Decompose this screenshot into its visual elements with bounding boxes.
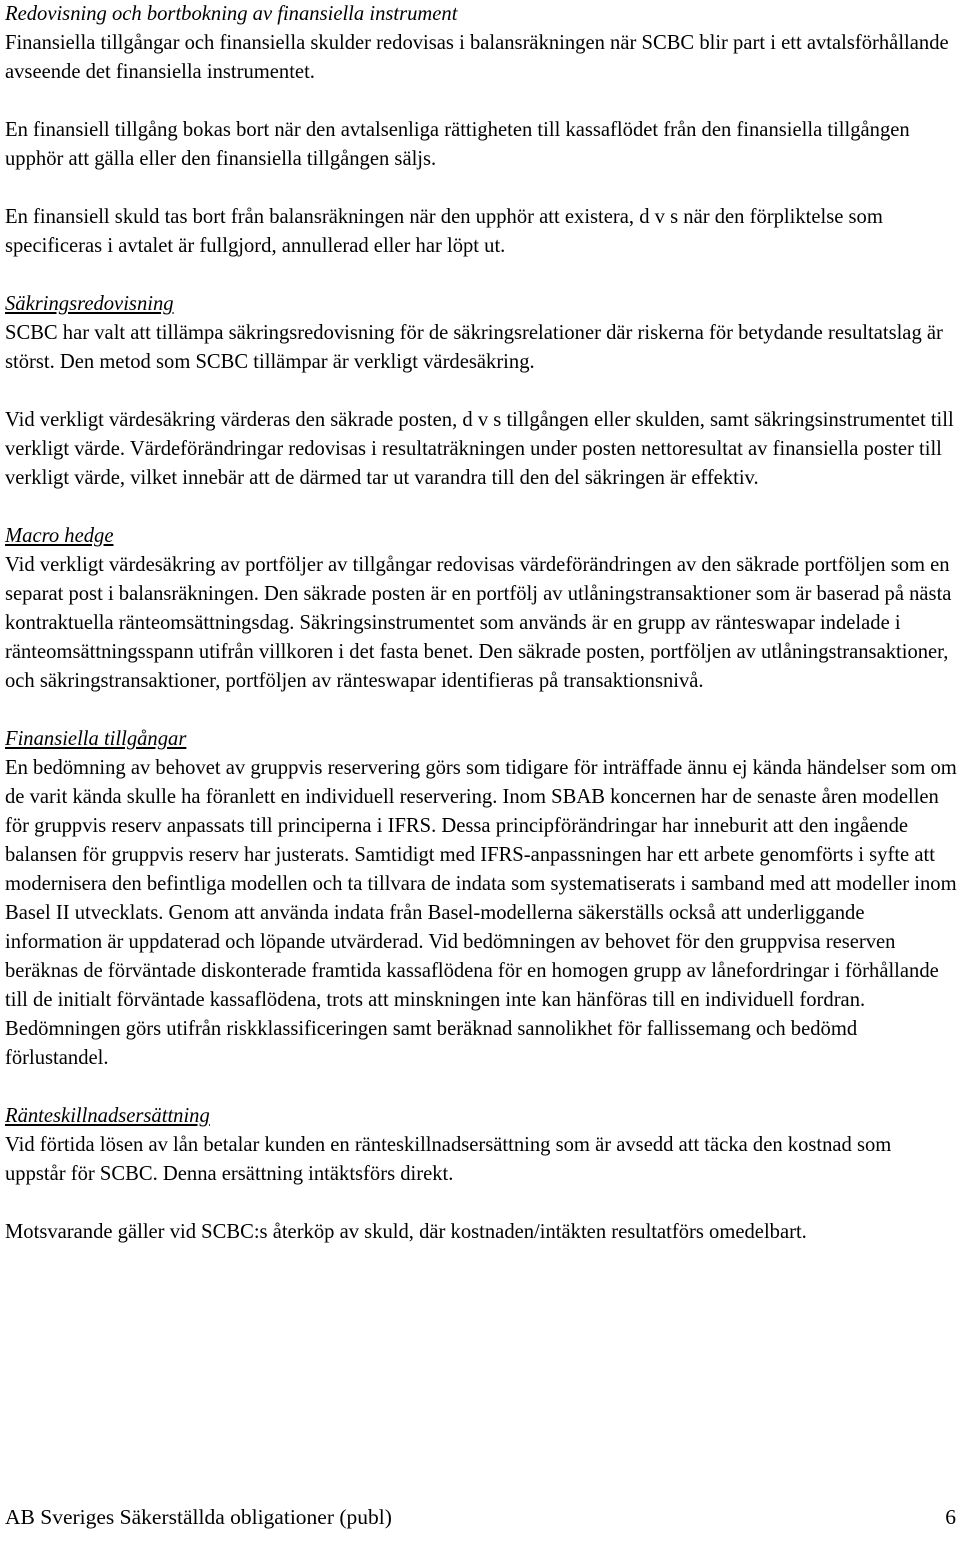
section-heading: Säkringsredovisning — [5, 293, 174, 315]
section-redovisning — [5, 0, 957, 87]
section-finansiella-tillgangar — [5, 725, 957, 1073]
section-redovisning-p2 — [5, 116, 957, 174]
section-heading: Macro hedge — [5, 525, 114, 547]
section-heading: Ränteskillnadsersättning — [5, 1105, 210, 1127]
section-ranteskillnad-p2 — [5, 1218, 957, 1247]
paragraph: En bedömning av behovet av gruppvis reservering görs som tidigare för inträffade ännu ej kända händelser som om de varit kända skulle ha föranlett en individuell reservering. Inom SBAB koncernen har de senaste åren modellen för gruppvis reserv anpassats till principerna i IFRS. Dessa principförändringar har inneburit att den ingående balansen för gruppvis reserv har justerats. Samtidigt med IFRS-anpassningen har ett arbete genomförts i syfte att modernisera den befintliga modellen och ta tillvara de indata som systematiserats i samband med att modeller inom Basel II utvecklats. Genom att använda indata från Basel-modellerna säkerställs också att underliggande information är uppdaterad och löpande utvärderad. Vid bedömningen av behovet för den gruppvisa reserven beräknas de förväntade diskonterade framtida kassaflödena för en homogen grupp av lånefordringar i förhållande till de initialt förväntade kassaflödena, trots att minskningen inte kan hänföras till en individuell fordran. Bedömningen görs utifrån riskklassificeringen samt beräknad sannolikhet för fallissemang och bedömd förlustandel. — [5, 757, 957, 1069]
paragraph: En finansiell skuld tas bort från balansräkningen när den upphör att existera, d v s när den förpliktelse som specificeras i avtalet är fullgjord, annullerad eller har löpt ut. — [5, 206, 883, 257]
section-sakringsredovisning-p2 — [5, 406, 957, 493]
paragraph: Motsvarande gäller vid SCBC:s återköp av skuld, där kostnaden/intäkten resultatförs omedelbart. — [5, 1221, 807, 1243]
section-heading: Finansiella tillgångar — [5, 728, 187, 750]
section-heading: Redovisning och bortbokning av finansiella instrument — [5, 3, 458, 25]
page-number: 6 — [945, 1505, 956, 1529]
page-footer — [5, 1502, 956, 1532]
section-redovisning-p3 — [5, 203, 957, 261]
document-page — [5, 0, 957, 1276]
paragraph: SCBC har valt att tillämpa säkringsredovisning för de säkringsrelationer där riskerna för betydande resultatslag är störst. Den metod som SCBC tillämpar är verkligt värdesäkring. — [5, 322, 943, 373]
paragraph: En finansiell tillgång bokas bort när den avtalsenliga rättigheten till kassaflödet från den finansiella tillgången upphör att gälla eller den finansiella tillgången säljs. — [5, 119, 910, 170]
paragraph: Finansiella tillgångar och finansiella skulder redovisas i balansräkningen när SCBC blir part i ett avtalsförhållande avseende det finansiella instrumentet. — [5, 32, 949, 83]
section-ranteskillnad — [5, 1102, 957, 1189]
paragraph: Vid verkligt värdesäkring av portföljer av tillgångar redovisas värdeförändringen av den säkrade portföljen som en separat post i balansräkningen. Den säkrade posten är en portfölj av utlåningstransaktioner som är baserad på nästa kontraktuella ränteomsättningsdag. Säkringsinstrumentet som används är en grupp av ränteswapar indelade i ränteomsättningsspann utifrån villkoren i det fasta benet. Den säkrade posten, portföljen av utlåningstransaktioner, och säkringstransaktioner, portföljen av ränteswapar identifieras på transaktionsnivå. — [5, 554, 952, 692]
paragraph: Vid förtida lösen av lån betalar kunden en ränteskillnadsersättning som är avsedd att täcka den kostnad som uppstår för SCBC. Denna ersättning intäktsförs direkt. — [5, 1134, 892, 1185]
section-sakringsredovisning — [5, 290, 957, 377]
footer-company: AB Sveriges Säkerställda obligationer (publ) — [5, 1505, 392, 1529]
section-macro-hedge — [5, 522, 957, 696]
paragraph: Vid verkligt värdesäkring värderas den säkrade posten, d v s tillgången eller skulden, samt säkringsinstrumentet till verkligt värde. Värdeförändringar redovisas i resultaträkningen under posten nettoresultat av finansiella poster till verkligt värde, vilket innebär att de därmed tar ut varandra till den del säkringen är effektiv. — [5, 409, 954, 489]
